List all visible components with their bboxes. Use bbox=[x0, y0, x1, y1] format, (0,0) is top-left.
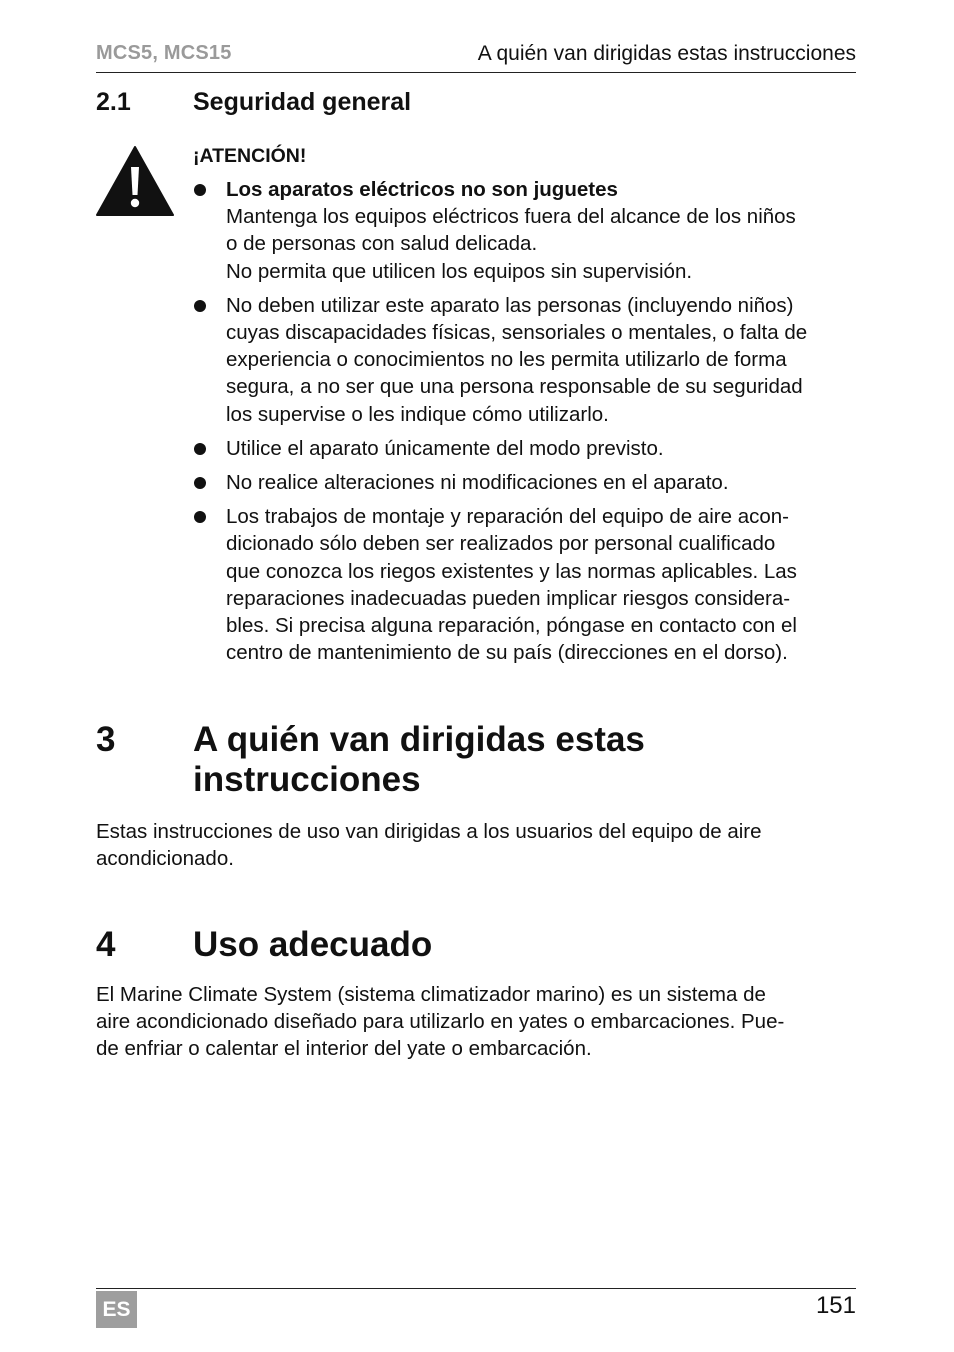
page-number: 151 bbox=[815, 1292, 856, 1319]
bullet-dot-icon bbox=[194, 300, 206, 312]
chapter-number: 4 bbox=[96, 925, 116, 964]
list-item bbox=[193, 503, 858, 666]
bullet-text-line: No permita que utilicen los equipos sin supervisión. bbox=[226, 259, 693, 283]
paragraph-line: Estas instrucciones de uso van dirigidas a los usuarios del equipo de aire bbox=[96, 820, 762, 843]
chapter-title-line: A quién van dirigidas estas bbox=[193, 720, 645, 759]
list-item bbox=[193, 469, 858, 496]
paragraph-line: aire acondicionado diseñado para utilizarlo en yates o embarcaciones. Pue- bbox=[96, 1010, 785, 1034]
bullet-text-line: los supervise o les indique cómo utilizarlo. bbox=[226, 402, 609, 426]
chapter-title-line: instrucciones bbox=[193, 760, 421, 799]
model-name: MCS5, MCS15 bbox=[96, 42, 232, 64]
safety-bullet-list bbox=[193, 176, 858, 673]
bullet-text-line: cuyas discapacidades físicas, sensoriales o mentales, o falta de bbox=[226, 321, 808, 345]
page-header bbox=[96, 40, 856, 73]
bullet-heading: Los aparatos eléctricos no son juguetes bbox=[226, 178, 618, 201]
chapter-4-paragraph bbox=[96, 981, 858, 1063]
attention-label: ¡ATENCIÓN! bbox=[193, 145, 307, 167]
chapter-3-paragraph bbox=[96, 818, 858, 872]
section-title: Seguridad general bbox=[193, 88, 412, 116]
bullet-text-line: bles. Si precisa alguna reparación, póngase en contacto con el bbox=[226, 614, 797, 638]
warning-triangle-icon bbox=[96, 145, 174, 217]
bullet-text-line: No realice alteraciones ni modificaciones en el aparato. bbox=[226, 471, 729, 495]
chapter-number: 3 bbox=[96, 720, 116, 759]
chapter-title bbox=[193, 720, 793, 800]
bullet-text-line: centro de mantenimiento de su país (direcciones en el dorso). bbox=[226, 641, 788, 665]
bullet-text-line: No deben utilizar este aparato las personas (incluyendo niños) bbox=[226, 293, 794, 317]
list-item bbox=[193, 292, 858, 428]
paragraph-line: El Marine Climate System (sistema climatizador marino) es un sistema de bbox=[96, 983, 766, 1006]
paragraph-line: acondicionado. bbox=[96, 847, 234, 871]
bullet-text-line: Los trabajos de montaje y reparación del equipo de aire acon- bbox=[226, 505, 789, 529]
bullet-dot-icon bbox=[194, 443, 206, 455]
bullet-text-line: reparaciones inadecuadas pueden implicar riesgos considera- bbox=[226, 586, 791, 610]
bullet-dot-icon bbox=[194, 184, 206, 196]
section-number: 2.1 bbox=[96, 88, 131, 116]
bullet-text-line: Mantenga los equipos eléctricos fuera del alcance de los niños bbox=[226, 205, 796, 229]
bullet-text-line: segura, a no ser que una persona responsable de su seguridad bbox=[226, 375, 803, 399]
bullet-dot-icon bbox=[194, 477, 206, 489]
bullet-text-line: que conozca los riegos existentes y las normas aplicables. Las bbox=[226, 559, 797, 583]
bullet-text-line: dicionado sólo deben ser realizados por personal cualificado bbox=[226, 532, 776, 556]
paragraph-line: de enfriar o calentar el interior del yate o embarcación. bbox=[96, 1037, 592, 1061]
list-item bbox=[193, 435, 858, 462]
language-badge: ES bbox=[96, 1291, 137, 1328]
chapter-title bbox=[193, 925, 793, 965]
bullet-text-line: experiencia o conocimientos no les permita utilizarlo de forma bbox=[226, 348, 787, 372]
list-item bbox=[193, 176, 858, 285]
bullet-text-line: o de personas con salud delicada. bbox=[226, 232, 538, 256]
bullet-text-line: Utilice el aparato únicamente del modo previsto. bbox=[226, 436, 664, 460]
bullet-dot-icon bbox=[194, 511, 206, 523]
chapter-title-line: Uso adecuado bbox=[193, 925, 433, 964]
running-section-title: A quién van dirigidas estas instrucciones bbox=[477, 42, 856, 65]
footer-divider bbox=[96, 1288, 856, 1289]
